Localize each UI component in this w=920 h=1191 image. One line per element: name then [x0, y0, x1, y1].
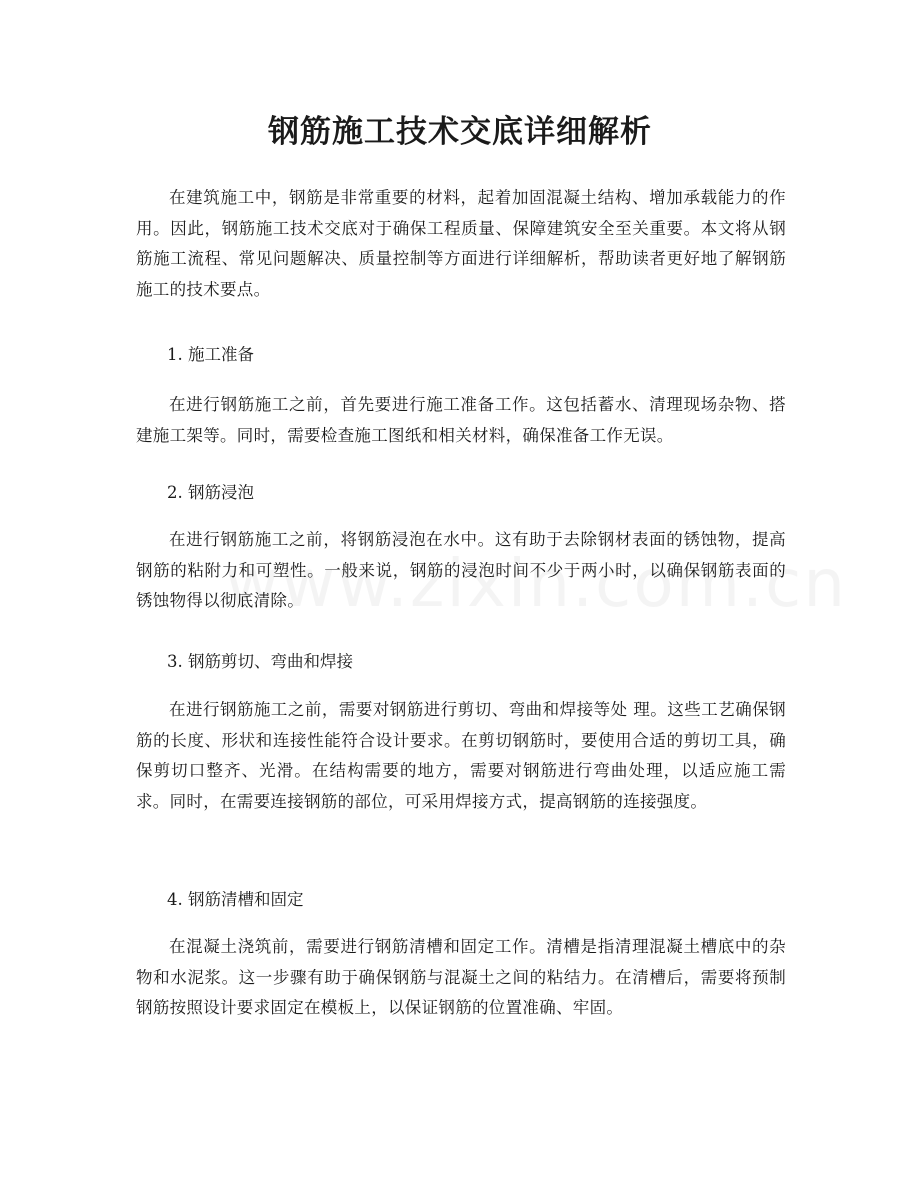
section-body-2: 在进行钢筋施工之前，将钢筋浸泡在水中。这有助于去除钢材表面的锈蚀物，提高钢筋的粘附力和可塑性。一般来说，钢筋的浸泡时间不少于两小时，以确保钢筋表面的锈蚀物得以彻底清除。: [136, 530, 786, 611]
intro-paragraph: 在建筑施工中，钢筋是非常重要的材料，起着加固混凝土结构、增加承载能力的作用。因此，钢筋施工技术交底对于确保工程质量、保障建筑安全至关重要。本文将从钢筋施工流程、常见问题解决、质量控制等方面进行详细解析，帮助读者更好地了解钢筋施工的技术要点。: [136, 188, 786, 300]
section-heading-3: 3. 钢筋剪切、弯曲和焊接: [167, 652, 353, 671]
section-heading-2: 2. 钢筋浸泡: [167, 483, 254, 502]
section-body-1: 在进行钢筋施工之前，首先要进行施工准备工作。这包括蓄水、清理现场杂物、搭建施工架等。同时，需要检查施工图纸和相关材料，确保准备工作无误。: [136, 395, 786, 445]
section-heading-1: 1. 施工准备: [167, 345, 254, 364]
page-title: 钢筋施工技术交底详细解析: [268, 114, 652, 150]
section-body-3: 在进行钢筋施工之前，需要对钢筋进行剪切、弯曲和焊接等处 理。这些工艺确保钢筋的长度、形状和连接性能符合设计要求。在剪切钢筋时，要使用合适的剪切工具，确保剪切口整齐、光滑。在结构需要的地方，需要对钢筋进行弯曲处理，以适应施工需求。同时，在需要连接钢筋的部位，可采用焊接方式，提高钢筋的连接强度。: [136, 700, 786, 812]
section-body-4: 在混凝土浇筑前，需要进行钢筋清槽和固定工作。清槽是指清理混凝土槽底中的杂物和水泥浆。这一步骤有助于确保钢筋与混凝土之间的粘结力。在清槽后，需要将预制钢筋按照设计要求固定在模板上，以保证钢筋的位置准确、牢固。: [136, 937, 786, 1018]
section-heading-4: 4. 钢筋清槽和固定: [167, 890, 304, 909]
